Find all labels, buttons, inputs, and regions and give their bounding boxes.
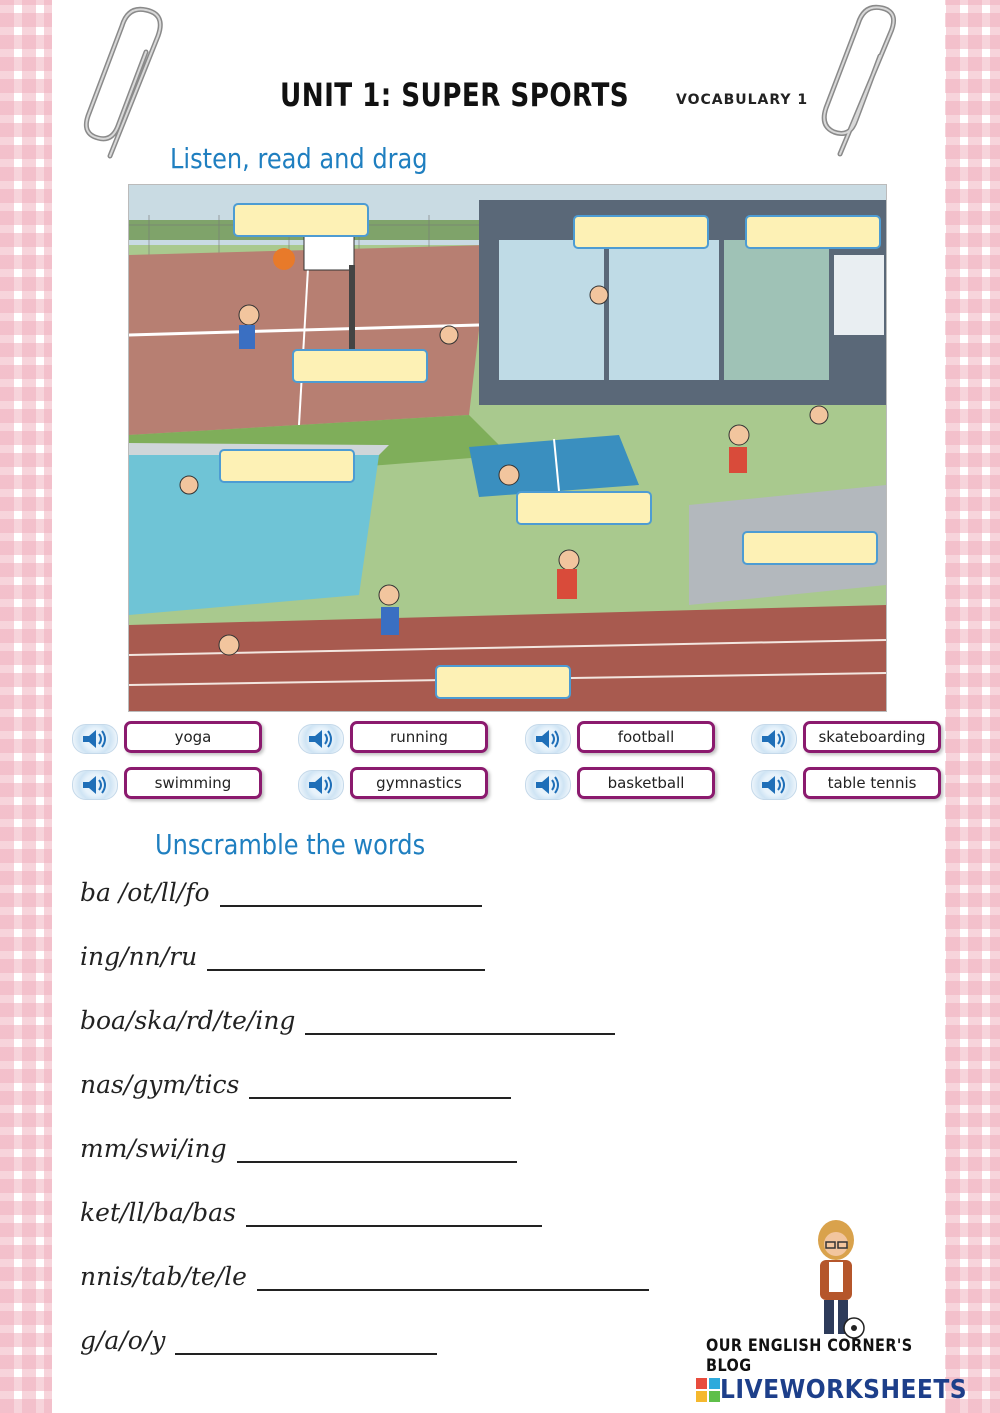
scramble-prompt: nas/gym/tics xyxy=(80,1070,240,1099)
section-heading-unscramble: Unscramble the words xyxy=(155,828,426,861)
scramble-prompt: nnis/tab/te/le xyxy=(80,1262,247,1291)
word-button-football[interactable]: football xyxy=(577,721,715,753)
drop-zone-3[interactable] xyxy=(745,215,881,249)
paperclip-right-icon xyxy=(820,4,910,164)
scramble-item xyxy=(80,1262,649,1291)
liveworksheets-icon xyxy=(696,1378,720,1402)
speaker-icon[interactable] xyxy=(751,724,797,754)
word-button-basketball[interactable]: basketball xyxy=(577,767,715,799)
scramble-item xyxy=(80,878,482,907)
drop-zone-6[interactable] xyxy=(516,491,652,525)
word-button-skateboarding[interactable]: skateboarding xyxy=(803,721,941,753)
paperclip-left-icon xyxy=(80,6,170,166)
answer-field[interactable] xyxy=(207,947,485,971)
scramble-item xyxy=(80,1070,511,1099)
liveworksheets-logo xyxy=(696,1372,996,1408)
scramble-prompt: mm/swi/ing xyxy=(80,1134,227,1163)
scramble-prompt: g/a/o/y xyxy=(80,1326,166,1355)
answer-field[interactable] xyxy=(257,1267,649,1291)
drop-zone-1[interactable] xyxy=(233,203,369,237)
answer-field[interactable] xyxy=(237,1139,517,1163)
scramble-item xyxy=(80,1326,437,1355)
sports-scene-image xyxy=(128,184,887,712)
drop-zone-7[interactable] xyxy=(742,531,878,565)
speaker-icon[interactable] xyxy=(525,724,571,754)
drop-zone-2[interactable] xyxy=(573,215,709,249)
word-button-running[interactable]: running xyxy=(350,721,488,753)
vocabulary-label: VOCABULARY 1 xyxy=(676,92,809,108)
speaker-icon[interactable] xyxy=(72,770,118,800)
drop-zone-8[interactable] xyxy=(435,665,571,699)
scramble-item xyxy=(80,1198,542,1227)
teacher-avatar-icon xyxy=(796,1218,876,1342)
scramble-item xyxy=(80,1134,517,1163)
scramble-prompt: ba /ot/ll/fo xyxy=(80,878,210,907)
speaker-icon[interactable] xyxy=(525,770,571,800)
speaker-icon[interactable] xyxy=(298,724,344,754)
speaker-icon[interactable] xyxy=(298,770,344,800)
word-button-gymnastics[interactable]: gymnastics xyxy=(350,767,488,799)
drop-zone-4[interactable] xyxy=(292,349,428,383)
brand-name: LIVEWORKSHEETS xyxy=(720,1375,968,1405)
word-button-swimming[interactable]: swimming xyxy=(124,767,262,799)
answer-field[interactable] xyxy=(305,1011,615,1035)
scramble-prompt: boa/ska/rd/te/ing xyxy=(80,1006,296,1035)
answer-field[interactable] xyxy=(220,883,482,907)
sports-scene-illustration xyxy=(129,185,886,711)
speaker-icon[interactable] xyxy=(72,724,118,754)
answer-field[interactable] xyxy=(249,1075,511,1099)
scramble-prompt: ing/nn/ru xyxy=(80,942,198,971)
blog-signature: OUR ENGLISH CORNER'S BLOG xyxy=(706,1336,913,1376)
word-button-yoga[interactable]: yoga xyxy=(124,721,262,753)
drop-zone-5[interactable] xyxy=(219,449,355,483)
answer-field[interactable] xyxy=(246,1203,542,1227)
word-button-table-tennis[interactable]: table tennis xyxy=(803,767,941,799)
page-title: UNIT 1: SUPER SPORTS xyxy=(280,76,630,114)
answer-field[interactable] xyxy=(175,1331,437,1355)
section-heading-listen: Listen, read and drag xyxy=(170,142,428,175)
scramble-item xyxy=(80,1006,615,1035)
scramble-item xyxy=(80,942,485,971)
speaker-icon[interactable] xyxy=(751,770,797,800)
scramble-prompt: ket/ll/ba/bas xyxy=(80,1198,236,1227)
